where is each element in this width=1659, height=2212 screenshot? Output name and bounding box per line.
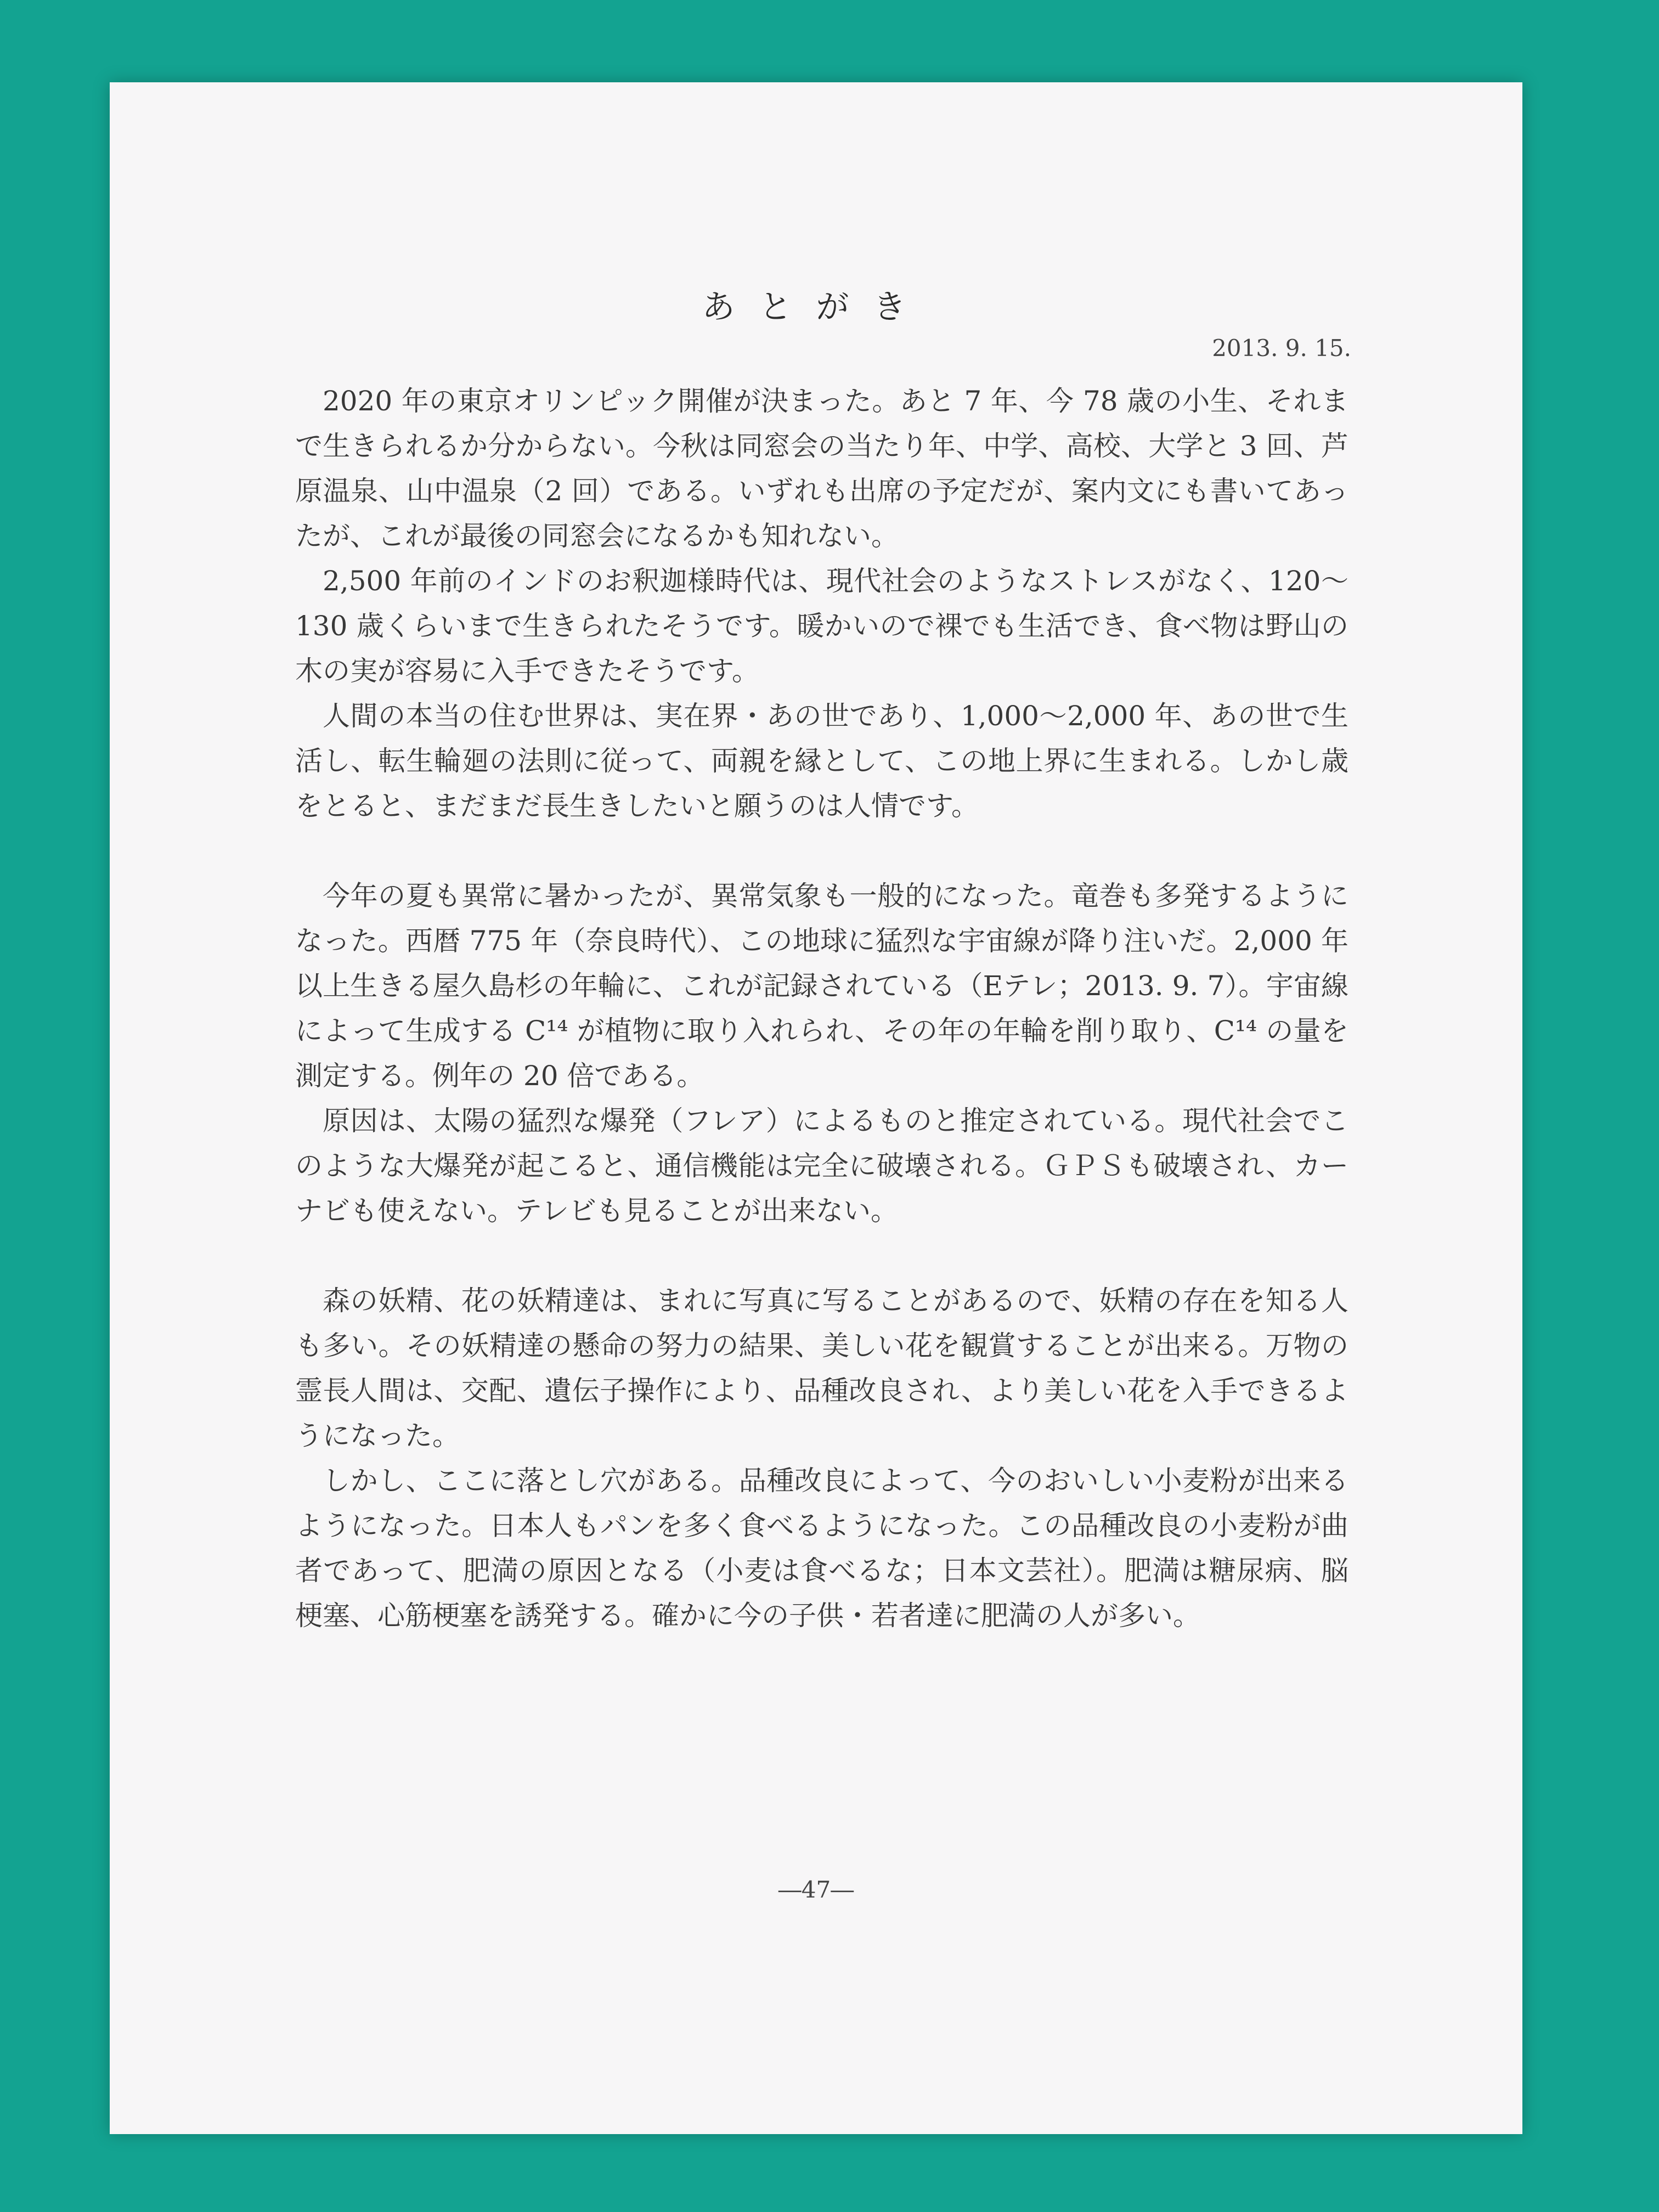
paragraph-buddha-era: 2,500 年前のインドのお釈迦様時代は、現代社会のようなストレスがなく、120～130 歳くらいまで生きられたそうです。暖かいので裸でも生活でき、食べ物は野山の木の実が容易に入手できたそうです。 bbox=[295, 565, 1348, 687]
paragraph-olympics: 2020 年の東京オリンピック開催が決まった。あと 7 年、今 78 歳の小生、それまで生きられるか分からない。今秋は同窓会の当たり年、中学、高校、大学と 3 回、芦原温泉、山中温泉（2 回）である。いずれも出席の予定だが、案内文にも書いてあったが、これが最後の同窓会になるかも知れない。 bbox=[295, 385, 1348, 552]
paragraph-cosmic-rays: 今年の夏も異常に暑かったが、異常気象も一般的になった。竜巻も多発するようになった。西暦 775 年（奈良時代）、この地球に猛烈な宇宙線が降り注いだ。2,000 年以上生きる屋久島杉の年輪に、これが記録されている（Eテレ；2013. 9. 7）。宇宙線によって生成する C¹⁴ が植物に取り入れられ、その年の年輪を削り取り、C¹⁴ の量を測定する。例年の 20 倍である。 bbox=[295, 880, 1348, 1092]
paper-page bbox=[110, 82, 1522, 2134]
body-text bbox=[295, 379, 1348, 1638]
paragraph-solar-flare: 原因は、太陽の猛烈な爆発（フレア）によるものと推定されている。現代社会でこのような大爆発が起こると、通信機能は完全に破壊される。ＧＰＳも破壊され、カーナビも使えない。テレビも見ることが出来ない。 bbox=[295, 1105, 1348, 1227]
paragraph-afterlife: 人間の本当の住む世界は、実在界・あの世であり、1,000～2,000 年、あの世で生活し、転生輪廻の法則に従って、両親を縁として、この地上界に生まれる。しかし歳をとると、まだまだ長生きしたいと願うのは人情です。 bbox=[295, 700, 1348, 822]
date-line: 2013. 9. 15. bbox=[1212, 335, 1351, 362]
paragraph-wheat: しかし、ここに落とし穴がある。品種改良によって、今のおいしい小麦粉が出来るようになった。日本人もパンを多く食べるようになった。この品種改良の小麦粉が曲者であって、肥満の原因となる（小麦は食べるな；日本文芸社）。肥満は糖尿病、脳梗塞、心筋梗塞を誘発する。確かに今の子供・若者達に肥満の人が多い。 bbox=[295, 1465, 1348, 1632]
paragraph-fairies: 森の妖精、花の妖精達は、まれに写真に写ることがあるので、妖精の存在を知る人も多い。その妖精達の懸命の努力の結果、美しい花を観賞することが出来る。万物の霊長人間は、交配、遺伝子操作により、品種改良され、より美しい花を入手できるようになった。 bbox=[295, 1285, 1348, 1452]
page-title: あとがき bbox=[702, 288, 930, 326]
page-number: ―47― bbox=[778, 1876, 854, 1903]
